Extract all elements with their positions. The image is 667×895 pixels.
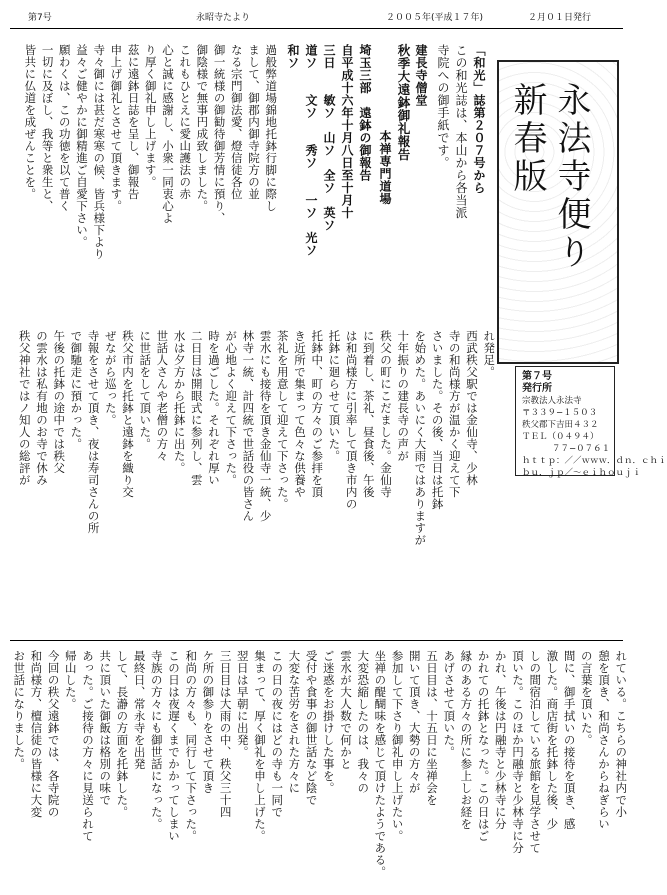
text-column: の雲水は私有地のお寺で休み — [35, 330, 49, 486]
intro-line-1: この和光誌は、本山から各当派 — [454, 44, 468, 219]
report-title: 埼玉三部 遠鉢の御報告 — [358, 44, 372, 182]
text-column: 憩を頂き、和尚さんからねぎらい — [597, 650, 611, 830]
publisher-org: 宗教法人永法寺 — [522, 396, 582, 406]
text-column: これもひとえに愛山護法の赤 — [178, 44, 193, 200]
text-column: 御一統様の御勧待御芳情に預り、 — [212, 44, 227, 224]
publisher-issue: 第７号 — [522, 371, 552, 382]
monks-list-3: 和ソ — [286, 44, 300, 69]
report-dates: 自平成十六年十月八日至十月十 — [340, 44, 354, 219]
text-column: さいました。その後、当日は托鉢 — [430, 330, 445, 510]
section-rule — [10, 640, 623, 641]
text-column: に世話をして頂いた。 — [138, 330, 153, 450]
text-column: に到着し、茶礼、昼食後、午後 — [361, 330, 376, 498]
text-column: 寺報をさせて頂き、夜は寿司さんの所 — [86, 330, 101, 534]
quote-source: 「和光」誌第２０７号から — [472, 44, 486, 194]
monks-list-1: 三日 敏ソ 山ソ 全ソ 英ソ — [322, 44, 336, 232]
publisher-url: ｈｔｔｐ：／／ｗｗｗ．ｄｎ．ｃｈｉ — [522, 456, 667, 466]
text-column: ケ所の御参りをさせて頂き — [201, 650, 216, 794]
text-column: この日は夜遅くまでかかってしまい — [167, 650, 181, 842]
publisher-label: 発行所 — [522, 383, 552, 394]
text-column: 二日目は開眼式に参列し、雲 — [189, 330, 204, 486]
text-column: 翌日は早朝に出発。 — [235, 650, 250, 758]
text-column: 願わくは、この功徳を以て普く — [57, 44, 72, 212]
newsletter-title: 永法寺便り — [551, 82, 591, 272]
text-column: れている。こちらの神社内で小 — [614, 650, 629, 818]
text-column: 西武秩父駅では金仙寺、少林 — [465, 330, 479, 486]
text-column: 秩父の町にこだました。金仙寺 — [379, 330, 393, 498]
text-column: 坐禅の醍醐味を感じて頂けたようである。 — [373, 650, 388, 878]
text-column: 水は夕方から托鉢に出た。 — [172, 330, 187, 474]
text-column: ぜながら巡った。 — [103, 330, 118, 426]
text-column: が心地よく迎えて下さった。 — [224, 330, 239, 486]
text-column: 十年振りの建長寺の声が — [396, 330, 411, 462]
text-column: 御陰様で無事円成致しました。 — [195, 44, 210, 212]
text-column: 寺族の方々にも御世話になった。 — [149, 650, 164, 830]
text-column: 雲水が大人数で何かと — [339, 650, 353, 770]
text-column: れ発足。 — [482, 330, 497, 378]
text-column: 林寺一統、計四統で世話役の皆さん — [241, 330, 256, 522]
text-column: 時を過ごした。それぞれ厚い — [207, 330, 221, 486]
text-column: ご迷惑をお掛けした事を。 — [321, 650, 336, 794]
text-column: 和尚様方、檀信徒の皆様に大変 — [29, 650, 44, 818]
text-column: 間に、御手拭いの接待を頂き、感 — [562, 650, 577, 830]
text-column: 今回の秩父遠鉢では、各寺院の — [46, 650, 61, 818]
monks-list-2: 道ソ 文ソ 秀ソ 一ソ 光ソ — [304, 44, 318, 257]
text-column: 秩父神社ではノ知人の総評が — [17, 330, 32, 486]
heading-dojo: 本禅専門道場 — [378, 130, 392, 205]
text-column: 開いて頂き、大勢の方々が — [407, 650, 422, 794]
text-column: 世話人さんや老僧の方々 — [155, 330, 170, 462]
text-column: 参加して下さり御礼申し上げたい。 — [390, 650, 405, 842]
text-column: 心と誠に感謝し、小衆一同衷心よ — [161, 44, 175, 224]
text-column: 申上げ御礼とさせて頂きます。 — [109, 44, 124, 212]
text-column: で御馳走に預かった。 — [69, 330, 84, 450]
newsletter-name: 永昭寺たより — [196, 13, 251, 23]
publisher-zip: 〒３３９−１５０３ — [522, 408, 598, 418]
text-column: かれ、午後は円融寺と少林寺に分 — [493, 650, 508, 830]
title-box — [497, 60, 619, 364]
text-column: り厚く御礼申し上げます。 — [143, 44, 158, 188]
text-column: 激した。商店街を托鉢した後、少 — [545, 650, 560, 830]
text-column: して、長瀞の方面を托鉢した。 — [115, 650, 130, 818]
text-column: 最終日、常永寺を出発 — [132, 650, 147, 770]
publisher-tel: ＴＥＬ（０４９４） — [522, 432, 599, 442]
text-column: 三日目は大雨の中、秩父三十四 — [218, 650, 233, 818]
text-column: 一切に及ぼし、我等と衆生と、 — [40, 44, 55, 212]
text-column: 托鉢中、町の方々のご参拝を頂 — [310, 330, 325, 498]
header-rule — [10, 28, 623, 29]
page-header — [18, 6, 615, 24]
text-column: なる宗門御法愛、燈信徒各位 — [229, 44, 244, 200]
text-column: しの間宿泊している旅館を見学させて — [528, 650, 543, 854]
text-column: 大変な苦労をされた方々に — [287, 650, 302, 794]
text-column: 大変恐縮したのは、我々の — [356, 650, 371, 794]
text-column: 帰山した。 — [63, 650, 78, 710]
text-column: 午後の托鉢の途中では秩父 — [52, 330, 67, 474]
text-column: お世話になりました。 — [12, 650, 27, 770]
text-column: 雲水にも接待を頂き金仙寺一統、少 — [258, 330, 273, 522]
text-column: 寺の和尚様方が温かく迎えて下 — [447, 330, 462, 498]
publisher-url-2: ｂｕ．ｊｐ／〜ｅｉｈｏｕｊｉ — [522, 468, 642, 478]
intro-line-2: 寺院への御手紙です。 — [436, 44, 450, 169]
text-column: 縁のある方々の所に参上しお経を — [459, 650, 474, 830]
text-column: 五日目は、十五日に坐禅会を — [425, 650, 439, 806]
text-column: 秩父市内を托鉢と遠鉢を織り交 — [121, 330, 135, 498]
heading-kenchoji: 建長寺僧堂 — [414, 44, 428, 107]
text-column: この日の夜にはどの寺も一同で — [270, 650, 285, 818]
publisher-tel-number: ７７−０７６１ — [552, 444, 611, 454]
text-column: まして、御郡内御寺院方の並 — [247, 44, 261, 200]
text-column: 集まって、厚く御礼を申し上げた。 — [253, 650, 267, 842]
publisher-box — [515, 366, 667, 478]
text-column: かれての托鉢となった。この日はご — [476, 650, 491, 842]
publication-year: ２００５年(平成１７年) — [386, 13, 484, 23]
text-column: 過般弊道場錦地托鉢行脚に際し — [264, 44, 279, 212]
issue-number: 第7号 — [28, 13, 52, 23]
text-column: を始めた。あいにく大雨ではありますが — [413, 330, 428, 546]
text-column: の言葉を頂いた。 — [579, 650, 594, 746]
text-column: 受付や食事の御世話など陰で — [304, 650, 319, 806]
text-column: き近所で集まって色々な供養や — [293, 330, 307, 498]
publication-date: ２月０１日発行 — [528, 13, 592, 23]
text-column: は和尚様方に引率して頂き市内の — [344, 330, 359, 510]
text-column: 益々ご健やかに御精進ご自愛下さい。 — [75, 44, 89, 248]
text-column: 茶礼を用意して迎えて下さった。 — [275, 330, 290, 510]
text-column: 共に頂いた御飯は格別の味で — [98, 650, 113, 806]
publisher-address: 秩父郡下吉田４３２ — [522, 420, 599, 430]
text-column: 寺々御には甚だ寒寒の候、皆兵様下より — [92, 44, 107, 260]
text-column: 頂いた。このほか円融寺と少林寺に分 — [511, 650, 525, 854]
newsletter-subtitle: 新春版 — [507, 82, 547, 196]
text-column: あげさせて頂いた。 — [442, 650, 457, 758]
heading-report: 秋季大遠鉢御礼報告 — [396, 44, 411, 161]
text-column: 茲に遠鉢日誌を呈し、御報告 — [126, 44, 141, 200]
text-column: 和尚の方々も、同行して下さった。 — [184, 650, 199, 842]
text-column: 托鉢に廻らせて頂いた。 — [327, 330, 342, 462]
text-column: 皆共に仏道を成ぜんことを。 — [23, 44, 38, 200]
text-column: あった。ご接待の方々に見送られて — [81, 650, 95, 842]
